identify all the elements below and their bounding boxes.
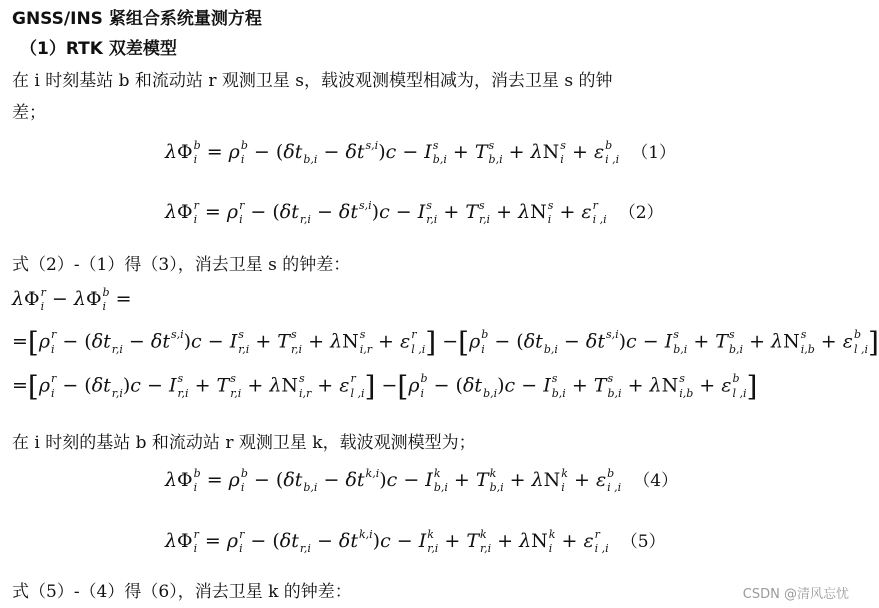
watermark: CSDN @清风忘忧 <box>742 587 849 602</box>
section-heading: （1）RTK 双差模型 <box>20 39 177 59</box>
equation-2-number: （2） <box>618 203 664 223</box>
document-title: GNSS/INS 紧组合系统量测方程 <box>12 9 262 29</box>
equation-2: λΦ r i = ρ r i − (δt r,i − δt s,i )c − I s r,i + T s r,i + λN s i + ε r i ,i （2） <box>165 198 664 226</box>
paragraph-3: 在 i 时刻的基站 b 和流动站 r 观测卫星 k，载波观测模型为； <box>12 433 476 453</box>
paragraph-1-line-2: 差； <box>12 103 46 123</box>
equation-4: λΦ b i = ρ b i − (δt b,i − δt k,i )c − I k b,i + T k b,i + λN k i + ε b i ,i （4） <box>165 466 679 494</box>
paragraph-1-line-1: 在 i 时刻基站 b 和流动站 r 观测卫星 s，载波观测模型相减为，消去卫星 s 的钟 <box>12 71 613 91</box>
equation-4-number: （4） <box>633 471 679 491</box>
equation-3-line-2: =[ρ r i − (δt r,i − δt s,i )c − I s r,i + T s r,i + λN s i,r + ε r l ,i ] −[ρ b i − (δt b,i − δt s,i )c − I s b,i + T s b,i + λN s i,b + ε b l ,i ] <box>12 326 879 359</box>
equation-5-number: （5） <box>620 532 666 552</box>
equation-3-line-1: λΦ r i − λΦ b i = <box>12 285 132 313</box>
paragraph-2: 式（2）-（1）得（3），消去卫星 s 的钟差： <box>12 255 351 275</box>
equation-1-number: （1） <box>631 143 677 163</box>
equation-3-line-3: =[ρ r i − (δt r,i )c − I s r,i + T s r,i + λN s i,r + ε r l ,i ] −[ρ b i − (δt b,i )c − I s b,i + T s b,i + λN s i,b + ε b l ,i ] <box>12 370 758 403</box>
equation-5: λΦ r i = ρ r i − (δt r,i − δt k,i )c − I k r,i + T k r,i + λN k i + ε r i ,i （5） <box>165 527 666 555</box>
paragraph-4: 式（5）-（4）得（6），消去卫星 k 的钟差： <box>12 582 352 602</box>
equation-1: λΦ b i = ρ b i − (δt b,i − δt s,i )c − I s b,i + T s b,i + λN s i + ε b i ,i （1） <box>165 138 677 166</box>
